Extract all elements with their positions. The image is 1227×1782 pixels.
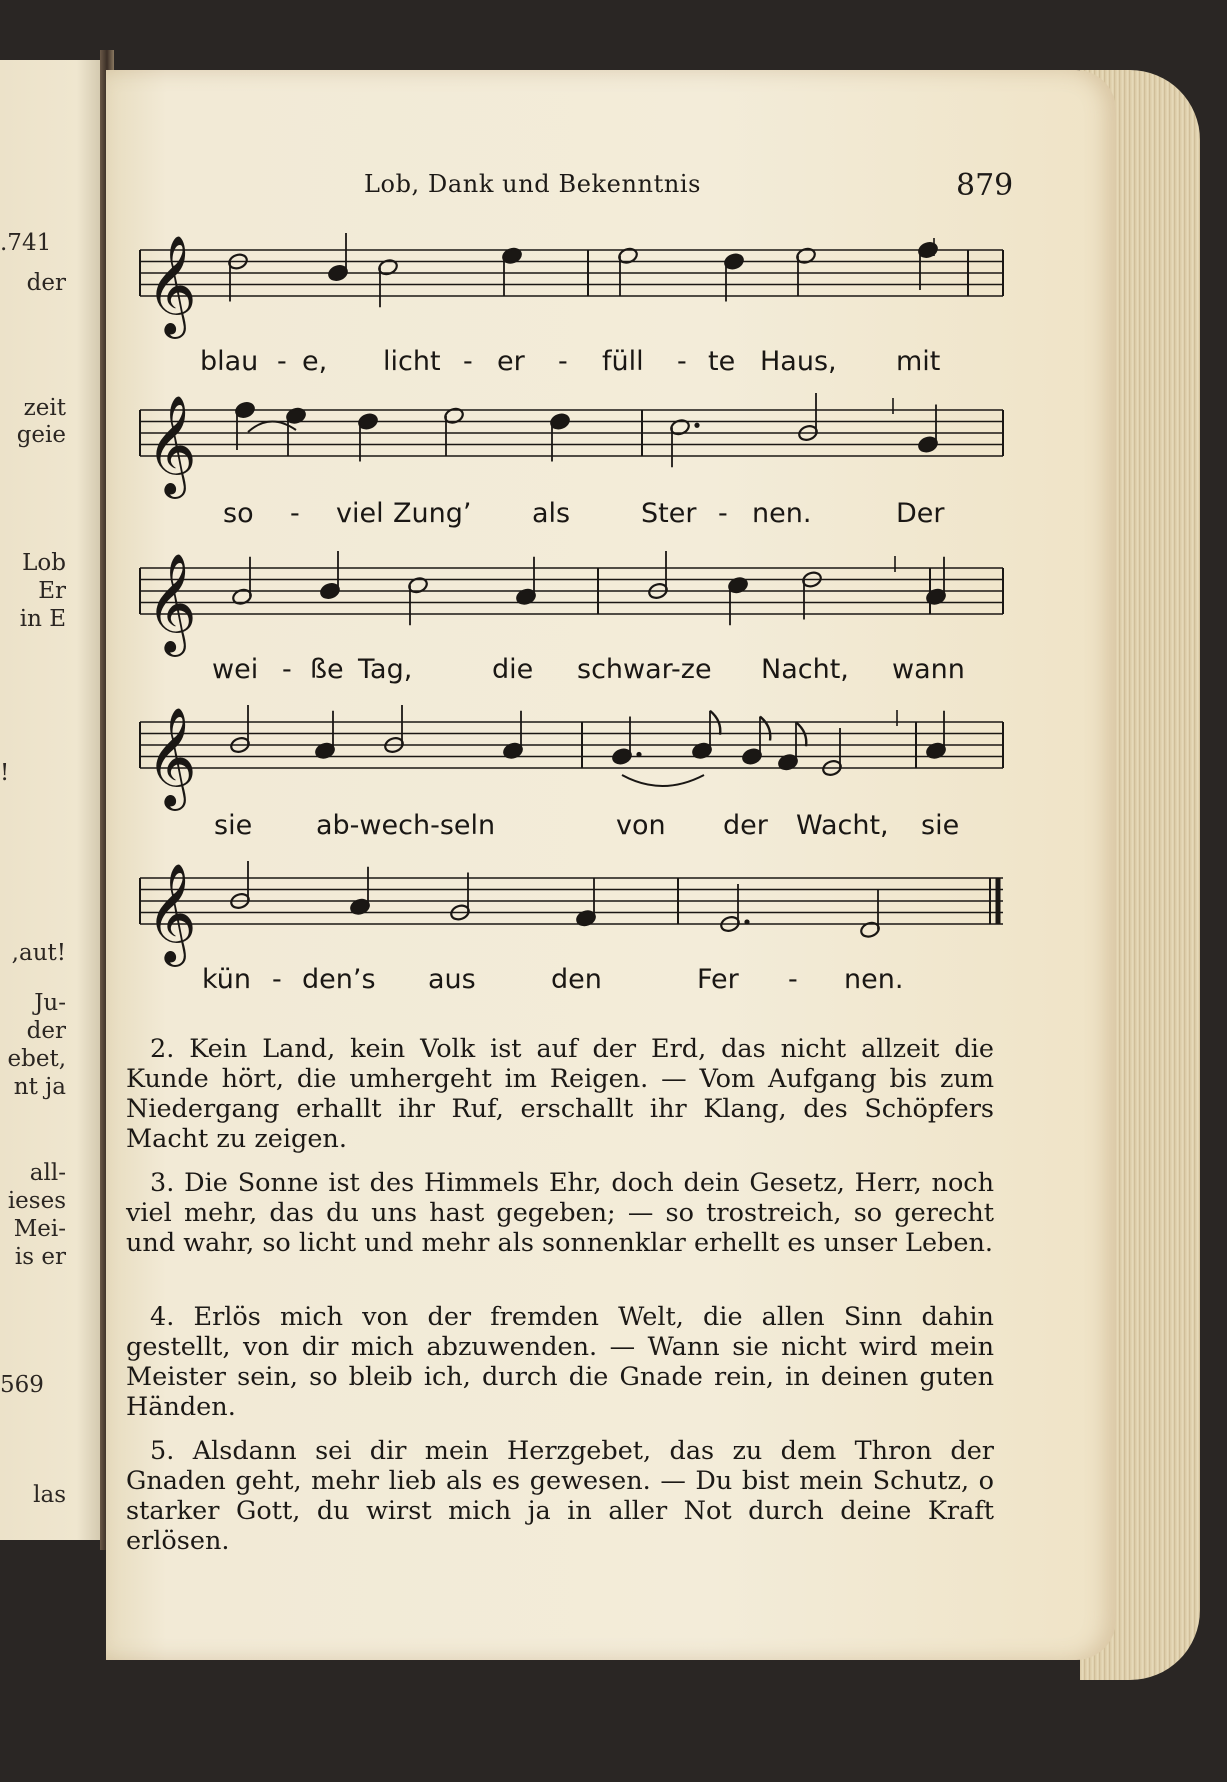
syllable: - (677, 346, 687, 377)
left-fragment: Ju- (34, 990, 66, 1016)
syllable: als (532, 498, 571, 529)
left-fragment: is er (14, 1244, 66, 1270)
syllable: - (718, 498, 728, 529)
syllable: Nacht, (761, 654, 849, 685)
left-fragment: in E (19, 606, 66, 632)
syllable: - (558, 346, 568, 377)
syllable: - (272, 964, 282, 995)
left-fragment: ! (0, 760, 10, 786)
treble-clef-icon: 𝄞 (146, 553, 197, 653)
slur (622, 775, 704, 786)
page-number: 879 (956, 168, 1014, 203)
syllable: licht (383, 346, 441, 377)
verse-4 (126, 1302, 994, 1422)
verse-text: 4. Erlös mich von der fremden Welt, die allen Sinn dahin gestellt, von dir mich abzuwenden. — Wann sie nicht wird mein Meister sein, so bleib ich, durch die Gnade rein, in deinen guten Händen. (126, 1302, 994, 1422)
syllable: nen. (752, 498, 812, 529)
syllable: so (223, 498, 254, 529)
syllable: Haus, (760, 346, 837, 377)
syllable: sie (921, 810, 960, 841)
left-fragment: ieses (7, 1188, 66, 1214)
syllable: den (551, 964, 602, 995)
note-dot (636, 752, 641, 757)
page-title: Lob, Dank und Bekenntnis (364, 170, 702, 198)
left-fragment: nt ja (13, 1074, 66, 1100)
verse-text: 2. Kein Land, kein Volk ist auf der Erd, das nicht allzeit die Kunde hört, die umhergeht im Reigen. — Vom Aufgang bis zum Niedergang erhallt ihr Ruf, erschallt ihr Klang, des Schöpfers Macht zu zeigen. (126, 1034, 994, 1154)
left-fragment: zeit (23, 395, 66, 421)
left-fragment: der (26, 1018, 66, 1044)
left-fragment: all- (29, 1160, 66, 1186)
syllable: Fer (697, 964, 739, 995)
treble-clef-icon: 𝄞 (146, 707, 197, 807)
syllable: te (708, 346, 736, 377)
left-fragment: geie (16, 422, 66, 448)
syllable: wei (212, 654, 259, 685)
note-flag (760, 717, 770, 741)
syllable: wann (892, 654, 965, 685)
syllable: ße (310, 654, 344, 685)
syllable: e, (302, 346, 328, 377)
syllable: er (497, 346, 525, 377)
left-fragment: ebet, (7, 1046, 66, 1072)
syllable: von (616, 810, 666, 841)
left-fragment: las (33, 1482, 66, 1508)
syllable: ab-wech-seln (316, 810, 496, 841)
treble-clef-icon: 𝄞 (146, 863, 197, 963)
syllable: - (282, 654, 292, 685)
left-fragment: 569 (0, 1372, 44, 1398)
syllable: - (788, 964, 798, 995)
syllable: blau (200, 346, 259, 377)
verse-5 (126, 1436, 994, 1556)
syllable: - (290, 498, 300, 529)
left-fragment: Lob (22, 550, 66, 576)
left-fragment: ,aut! (11, 940, 66, 966)
syllable: Der (896, 498, 945, 529)
left-fragment: Mei- (13, 1216, 66, 1242)
syllable: den’s (302, 964, 376, 995)
verse-text: 3. Die Sonne ist des Himmels Ehr, doch dein Gesetz, Herr, noch viel mehr, das du uns hast gegeben; — so trostreich, so gerecht und wahr, so licht und mehr als sonnenklar erhellt es unser Leben. (126, 1168, 994, 1258)
syllable: - (277, 346, 287, 377)
left-fragment: der (26, 270, 66, 296)
syllable: Zung’ (393, 498, 472, 529)
syllable: Ster (641, 498, 697, 529)
syllable: kün (202, 964, 252, 995)
verse-text: 5. Alsdann sei dir mein Herzgebet, das zu dem Thron der Gnaden geht, mehr lieb als es gewesen. — Du bist mein Schutz, o starker Gott, du wirst mich ja in aller Not durch deine Kraft erlösen. (126, 1436, 994, 1556)
left-fragment: Er (38, 578, 66, 604)
treble-clef-icon: 𝄞 (146, 235, 197, 335)
treble-clef-icon: 𝄞 (146, 395, 197, 495)
syllable: Wacht, (796, 810, 889, 841)
syllable: aus (428, 964, 476, 995)
note-dot (694, 423, 699, 428)
syllable: der (723, 810, 768, 841)
syllable: sie (214, 810, 253, 841)
syllable: die (492, 654, 534, 685)
syllable: viel (336, 498, 384, 529)
syllable: füll (602, 346, 644, 377)
note-dot (744, 919, 749, 924)
syllable: - (463, 346, 473, 377)
syllable: nen. (844, 964, 904, 995)
verse-3 (126, 1168, 994, 1258)
syllable: schwar-ze (577, 654, 712, 685)
syllable: mit (896, 346, 941, 377)
syllable: Tag, (358, 654, 413, 685)
left-page-number: .741 (0, 230, 52, 256)
verse-2 (126, 1034, 994, 1154)
